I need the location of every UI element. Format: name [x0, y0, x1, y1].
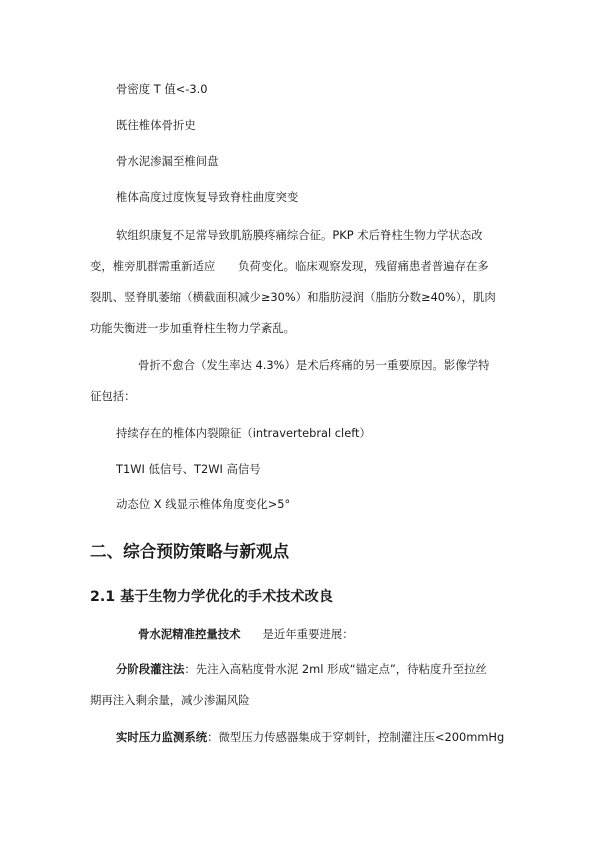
para-soft-tissue-line-3: 裂肌、竖脊肌萎缩（横截面积减少≥30%）和脂肪浸润（脂肪分数≥40%），肌肉	[90, 290, 496, 304]
item-staged-infusion-line-2: 期再注入剩余量，减少渗漏风险	[90, 693, 250, 707]
intro-bold-term: 骨水泥精准控量技术	[138, 627, 241, 641]
item-pressure-monitor-line	[116, 729, 504, 745]
risk-item-cement-leak: 骨水泥渗漏至椎间盘	[116, 154, 219, 168]
item-staged-infusion-desc: ：先注入高粘度骨水泥 2ml 形成“锚定点”，待粘度升至拉丝	[184, 662, 487, 676]
item-staged-infusion-term: 分阶段灌注法	[116, 662, 185, 676]
item-staged-infusion-line-1	[116, 661, 487, 677]
feature-item-angle: 动态位 X 线显示椎体角度变化>5°	[116, 497, 291, 511]
para-soft-tissue-line-4: 功能失衡进一步加重脊柱生物力学紊乱。	[90, 321, 296, 335]
subsection-title: 2.1 基于生物力学优化的手术技术改良	[90, 589, 333, 605]
risk-item-fracture-history: 既往椎体骨折史	[116, 118, 196, 132]
item-pressure-monitor-term: 实时压力监测系统	[116, 730, 208, 744]
para-nonunion-line-1: 骨折不愈合（发生率达 4.3%）是术后疼痛的另一重要原因。影像学特	[138, 358, 490, 372]
para-soft-tissue-line-1: 软组织康复不足常导致肌筋膜疼痛综合征。PKP 术后脊柱生物力学状态改	[116, 228, 483, 242]
para-soft-tissue-line-2: 变，椎旁肌群需重新适应 负荷变化。临床观察发现，残留痛患者普遍存在多	[90, 259, 489, 273]
item-pressure-monitor-desc: ：微型压力传感器集成于穿刺针，控制灌注压<200mmHg	[207, 730, 505, 744]
risk-item-bone-density: 骨密度 T 值<-3.0	[116, 82, 208, 96]
section-title: 二、综合预防策略与新观点	[90, 542, 290, 561]
feature-item-cleft: 持续存在的椎体内裂隙征（intravertebral cleft）	[116, 426, 371, 440]
para-nonunion-line-2: 征包括：	[90, 389, 136, 403]
feature-item-signal: T1WI 低信号、T2WI 高信号	[116, 462, 261, 476]
intro-text: 是近年重要进展：	[262, 627, 354, 641]
intro-line	[138, 626, 354, 642]
risk-item-height-restore: 椎体高度过度恢复导致脊柱曲度突变	[116, 190, 299, 204]
